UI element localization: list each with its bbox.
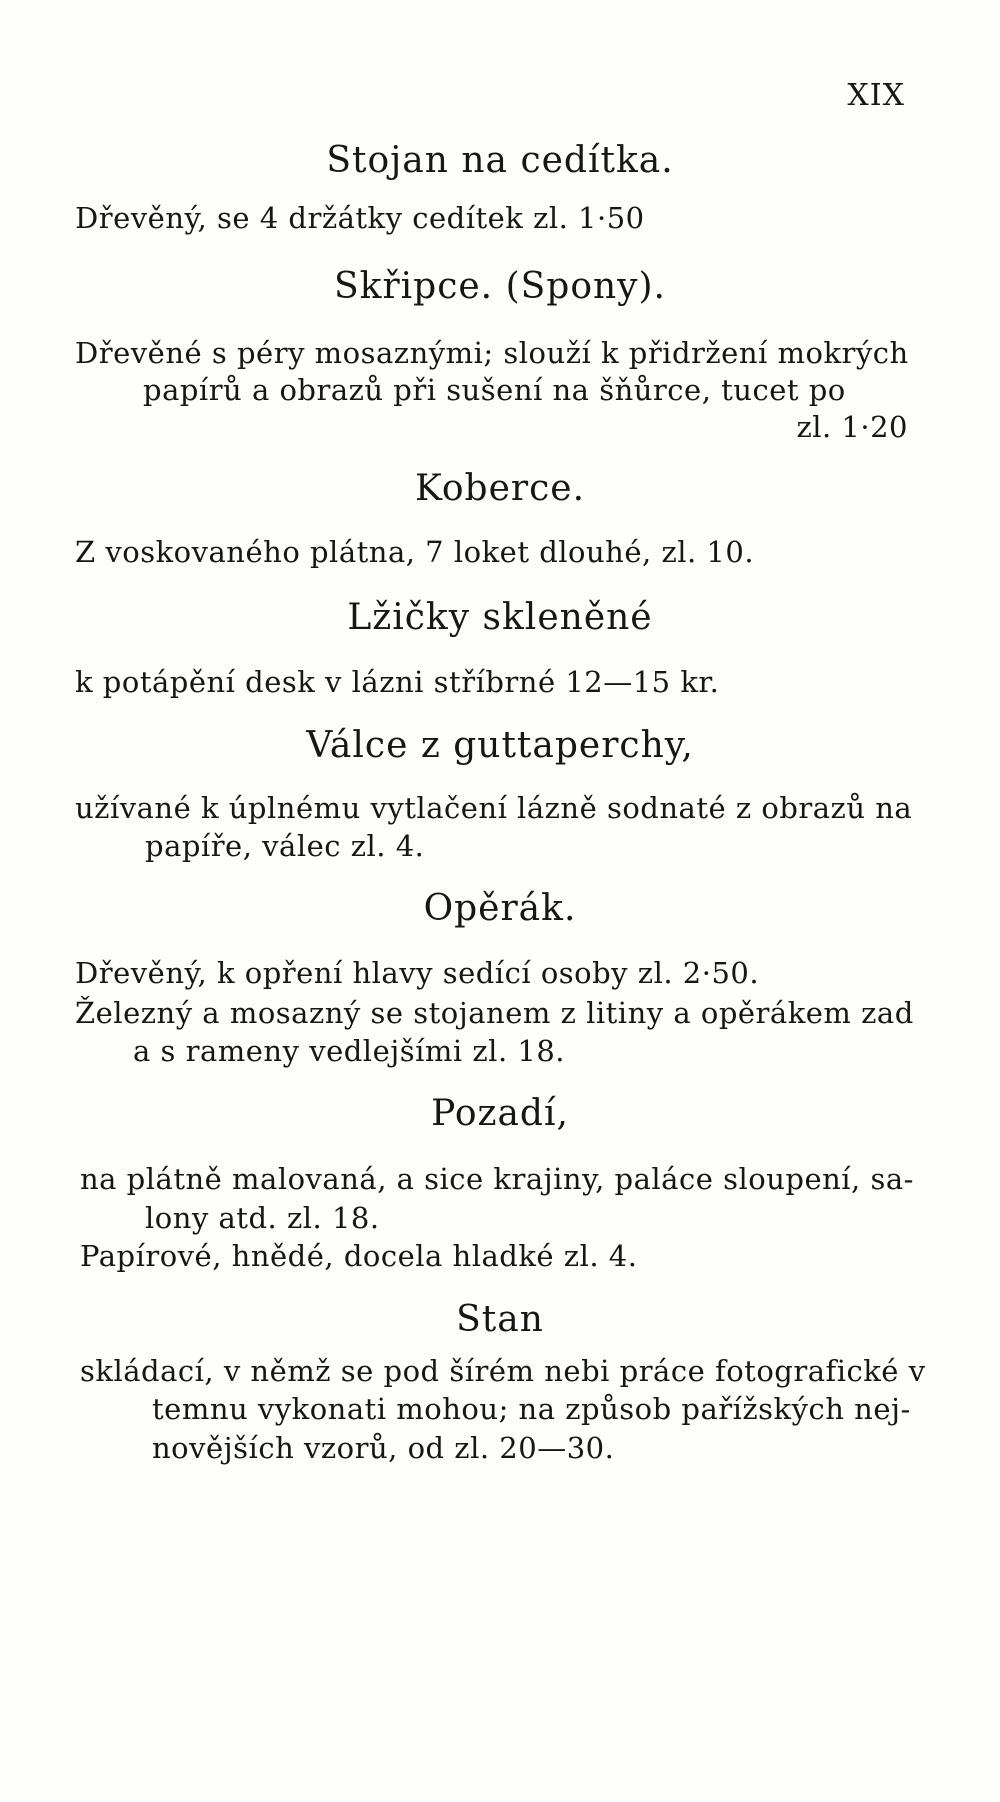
section-line: a s rameny vedlejšími zl. 18. xyxy=(133,1034,565,1068)
section-heading-skripce: Skřipce. (Spony). xyxy=(333,266,667,307)
section-heading-koberce: Koberce. xyxy=(414,468,586,509)
section-line: Dřevěný, k opření hlavy sedící osoby zl. 2·50. xyxy=(75,956,760,990)
section-heading-lzicky: Lžičky skleněné xyxy=(347,597,653,638)
page-number: XIX xyxy=(847,78,905,113)
section-line: papírů a obrazů při sušení na šňůrce, tucet po xyxy=(143,373,846,407)
section-heading-stan: Stan xyxy=(456,1299,544,1340)
section-line: Z voskovaného plátna, 7 loket dlouhé, zl. 10. xyxy=(75,535,755,569)
section-line: papíře, válec zl. 4. xyxy=(145,829,425,863)
section-line: na plátně malovaná, a sice krajiny, paláce sloupení, sa- xyxy=(80,1162,914,1196)
section-line: novějších vzorů, od zl. 20—30. xyxy=(152,1431,615,1465)
section-line-price: zl. 1·20 xyxy=(796,410,908,444)
section-line: skládací, v němž se pod šírém nebi práce fotografické v xyxy=(80,1354,926,1388)
section-line: lony atd. zl. 18. xyxy=(145,1201,380,1235)
section-line: Dřevěný, se 4 držátky cedítek zl. 1·50 xyxy=(75,201,645,235)
section-line: Železný a mosazný se stojanem z litiny a opěrákem zad xyxy=(75,996,914,1030)
section-line: Dřevěné s péry mosaznými; slouží k přidržení mokrých xyxy=(75,336,909,370)
section-heading-stojan: Stojan na cedítka. xyxy=(326,140,674,181)
section-heading-operak: Opěrák. xyxy=(423,888,577,929)
section-line: temnu vykonati mohou; na způsob pařížských nej- xyxy=(152,1392,911,1426)
section-line: užívané k úplnému vytlačení lázně sodnaté z obrazů na xyxy=(75,791,913,825)
section-heading-valce: Válce z guttaperchy, xyxy=(306,725,694,766)
section-line: k potápění desk v lázni stříbrné 12—15 kr. xyxy=(75,665,720,699)
section-line: Papírové, hnědé, docela hladké zl. 4. xyxy=(80,1239,638,1273)
section-heading-pozadi: Pozadí, xyxy=(431,1093,569,1134)
